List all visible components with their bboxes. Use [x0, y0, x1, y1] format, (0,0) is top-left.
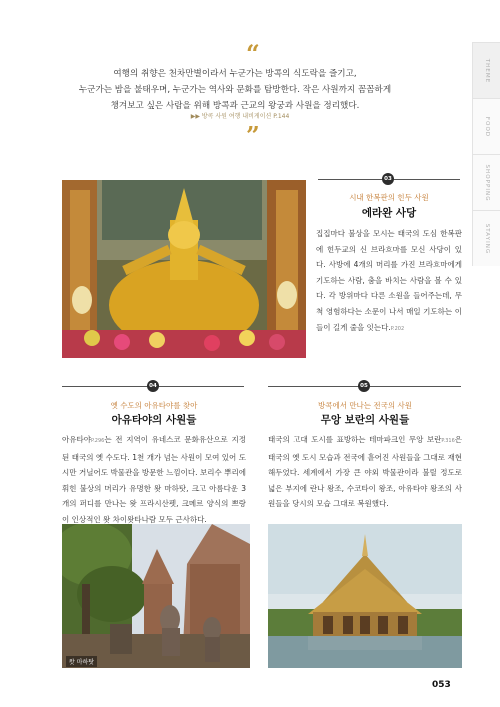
page-number: 053: [432, 680, 451, 690]
intro-line-2: 누군가는 밤을 불태우며, 누군가는 역사와 문화를 탐방한다. 작은 사원까지 꼼꼼하게: [78, 85, 392, 95]
sidebar-tabs: [472, 42, 500, 266]
intro-line-3: 챙겨보고 싶은 사람을 위해 방콕과 근교의 왕궁과 사원을 정리했다.: [110, 101, 360, 111]
section-05-title: 무앙 보란의 사원들: [320, 414, 410, 426]
tab-theme[interactable]: THEME: [472, 42, 500, 98]
tab-food[interactable]: FOOD: [472, 98, 500, 154]
intro-text: [70, 66, 400, 114]
open-quote-icon: “: [246, 39, 260, 68]
erawan-shrine-photo: [62, 180, 306, 358]
section-03-title: 에라완 사당: [361, 207, 417, 219]
intro-line-1: 여행의 취향은 천차만별이라서 누군가는 방콕의 식도락을 즐기고,: [113, 69, 357, 79]
section-04-body: 아유타야P.296는 전 지역이 유네스코 문화유산으로 지정된 태국의 옛 수도다. 1천 개가 넘는 사원이 모여 있어 도시만 거닐어도 박물관을 방문한 느낌이다. 보리수 뿌리에 휘힌 불상의 머리가 유명한 왓 마하탓, 크고 아름다운 3개의 퍼디를 만나는 왓 프라시산펫, 크메르 양식의 쁘랑이 인상적인 왓 차이왓타나람 모두 근사하다.: [62, 435, 246, 524]
tab-staying[interactable]: STAYING: [472, 210, 500, 266]
photo-caption: 왓 마하탓: [66, 656, 97, 667]
section-05-body: 태국의 고대 도시를 표방하는 테마파크인 무앙 보란P.316은 태국의 옛 도시 모습과 전국에 흩어진 사원들을 그대로 재현해두었다. 세계에서 가장 큰 야외 박물관이라 불릴 정도로 넓은 부지에 란나 왕조, 수코타이 왕조, 아유타야 왕조의 사원들을 당시의 모습 그대로 복원했다.: [268, 435, 462, 509]
section-03-body: 집집마다 불상을 모시는 태국의 도심 한복판에 힌두교의 신 브라흐마를 모신 사당이 있다. 사방에 4개의 머리를 가진 브라흐마에게 기도하는 사람, 춤을 바치는 사람을 볼 수 있다. 각 방위마다 다른 소원을 들어주는데, 무척 영험하다는 소문이 나서 매일 기도하는 이들이 길게 줄을 잇는다.P.202: [316, 229, 462, 332]
section-05-subtitle: 방콕에서 만나는 전국의 사원: [317, 401, 413, 410]
section-04-page-ref: P.296: [90, 438, 105, 444]
tab-shopping[interactable]: SHOPPING: [472, 154, 500, 210]
section-03-subtitle: 시내 한복판의 힌두 사원: [349, 193, 429, 202]
close-quote-icon: ”: [246, 121, 260, 150]
wat-mahathat-photo: [62, 524, 250, 668]
section-05-number: 05: [358, 380, 370, 392]
intro-reference: ▶▶ 방콕 사원 여행 내비게이션 P.144: [190, 113, 290, 120]
section-03-number: 03: [382, 173, 394, 185]
muang-boran-photo: [268, 524, 462, 668]
section-04-title: 아유타야의 사원들: [111, 414, 197, 426]
section-05-page-ref: P.316: [441, 438, 455, 444]
section-03-page-ref: P.202: [390, 325, 405, 332]
section-04-subtitle: 옛 수도의 아유타야를 찾아: [110, 401, 198, 410]
section-04-number: 04: [147, 380, 159, 392]
